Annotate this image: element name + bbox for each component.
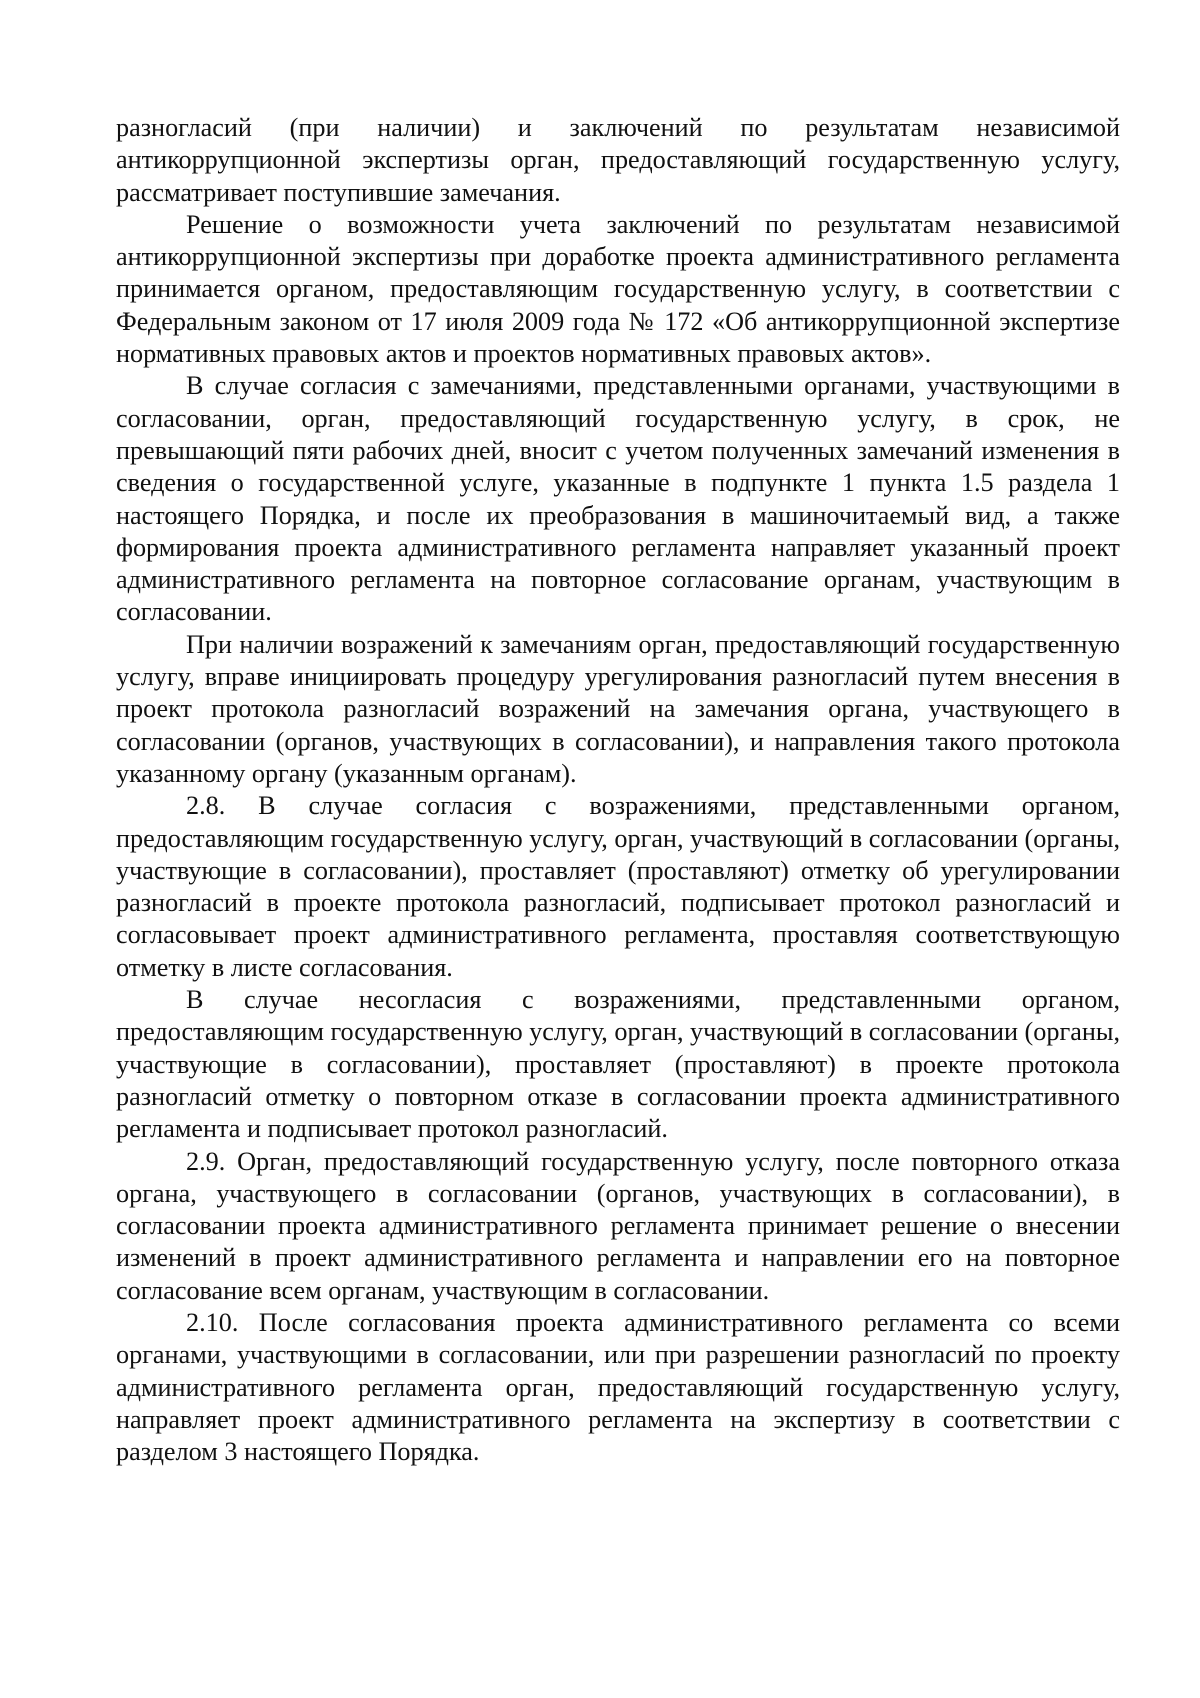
paragraph-disagreement: В случае несогласия с возражениями, представленными органом, предоставляющим государственную услугу, орган, участвующий в согласовании (органы, участвующие в согласовании), проставляет (проставляют) в проекте протокола разногласий отметку о повторном отказе в согласовании проекта административного регламента и подписывает протокол разногласий.	[116, 985, 1120, 1144]
paragraph-section-2-8: 2.8. В случае согласия с возражениями, представленными органом, предоставляющим государственную услугу, орган, участвующий в согласовании (органы, участвующие в согласовании), проставляет (проставляют) отметку об урегулировании разногласий в проекте протокола разногласий, подписывает протокол разногласий и согласовывает проект административного регламента, проставляя соответствующую отметку в листе согласования.	[116, 791, 1120, 982]
paragraph-section-2-9: 2.9. Орган, предоставляющий государственную услугу, после повторного отказа органа, участвующего в согласовании (органов, участвующих в согласовании), в согласовании проекта административного регламента принимает решение о внесении изменений в проект административного регламента и направлении его на повторное согласование всем органам, участвующим в согласовании.	[116, 1146, 1120, 1305]
paragraph-anticorruption-decision: Решение о возможности учета заключений по результатам независимой антикоррупционной экспертизы при доработке проекта административного регламента принимается органом, предоставляющим государственную услугу, в соответствии с Федеральным законом от 17 июля 2009 года № 172 «Об антикоррупционной экспертизе нормативных правовых актов и проектов нормативных правовых актов».	[116, 209, 1120, 369]
paragraph-agreement-with-remarks: В случае согласия с замечаниями, представленными органами, участвующими в согласовании, орган, предоставляющий государственную услугу, в срок, не превышающий пяти рабочих дней, вносит с учетом полученных замечаний изменения в сведения о государственной услуге, указанные в подпункте 1 пункта 1.5 раздела 1 настоящего Порядка, и после их преобразования в машиночитаемый вид, а также формирования проекта административного регламента направляет указанный проект административного регламента на повторное согласование органам, участвующим в согласовании.	[116, 371, 1120, 627]
paragraph-section-2-10: 2.10. После согласования проекта административного регламента со всеми органами, участвующими в согласовании, или при разрешении разногласий по проекту административного регламента орган, предоставляющий государственную услугу, направляет проект административного регламента на экспертизу в соответствии с разделом 3 настоящего Порядка.	[116, 1307, 1120, 1467]
paragraph-objections: При наличии возражений к замечаниям орган, предоставляющий государственную услугу, вправе инициировать процедуру урегулирования разногласий путем внесения в проект протокола разногласий возражений на замечания органа, участвующего в согласовании (органов, участвующих в согласовании), и направления такого протокола указанному органу (указанным органам).	[116, 629, 1120, 788]
paragraph-continuation: разногласий (при наличии) и заключений по результатам независимой антикоррупционной экспертизы орган, предоставляющий государственную услугу, рассматривает поступившие замечания.	[116, 113, 1120, 207]
